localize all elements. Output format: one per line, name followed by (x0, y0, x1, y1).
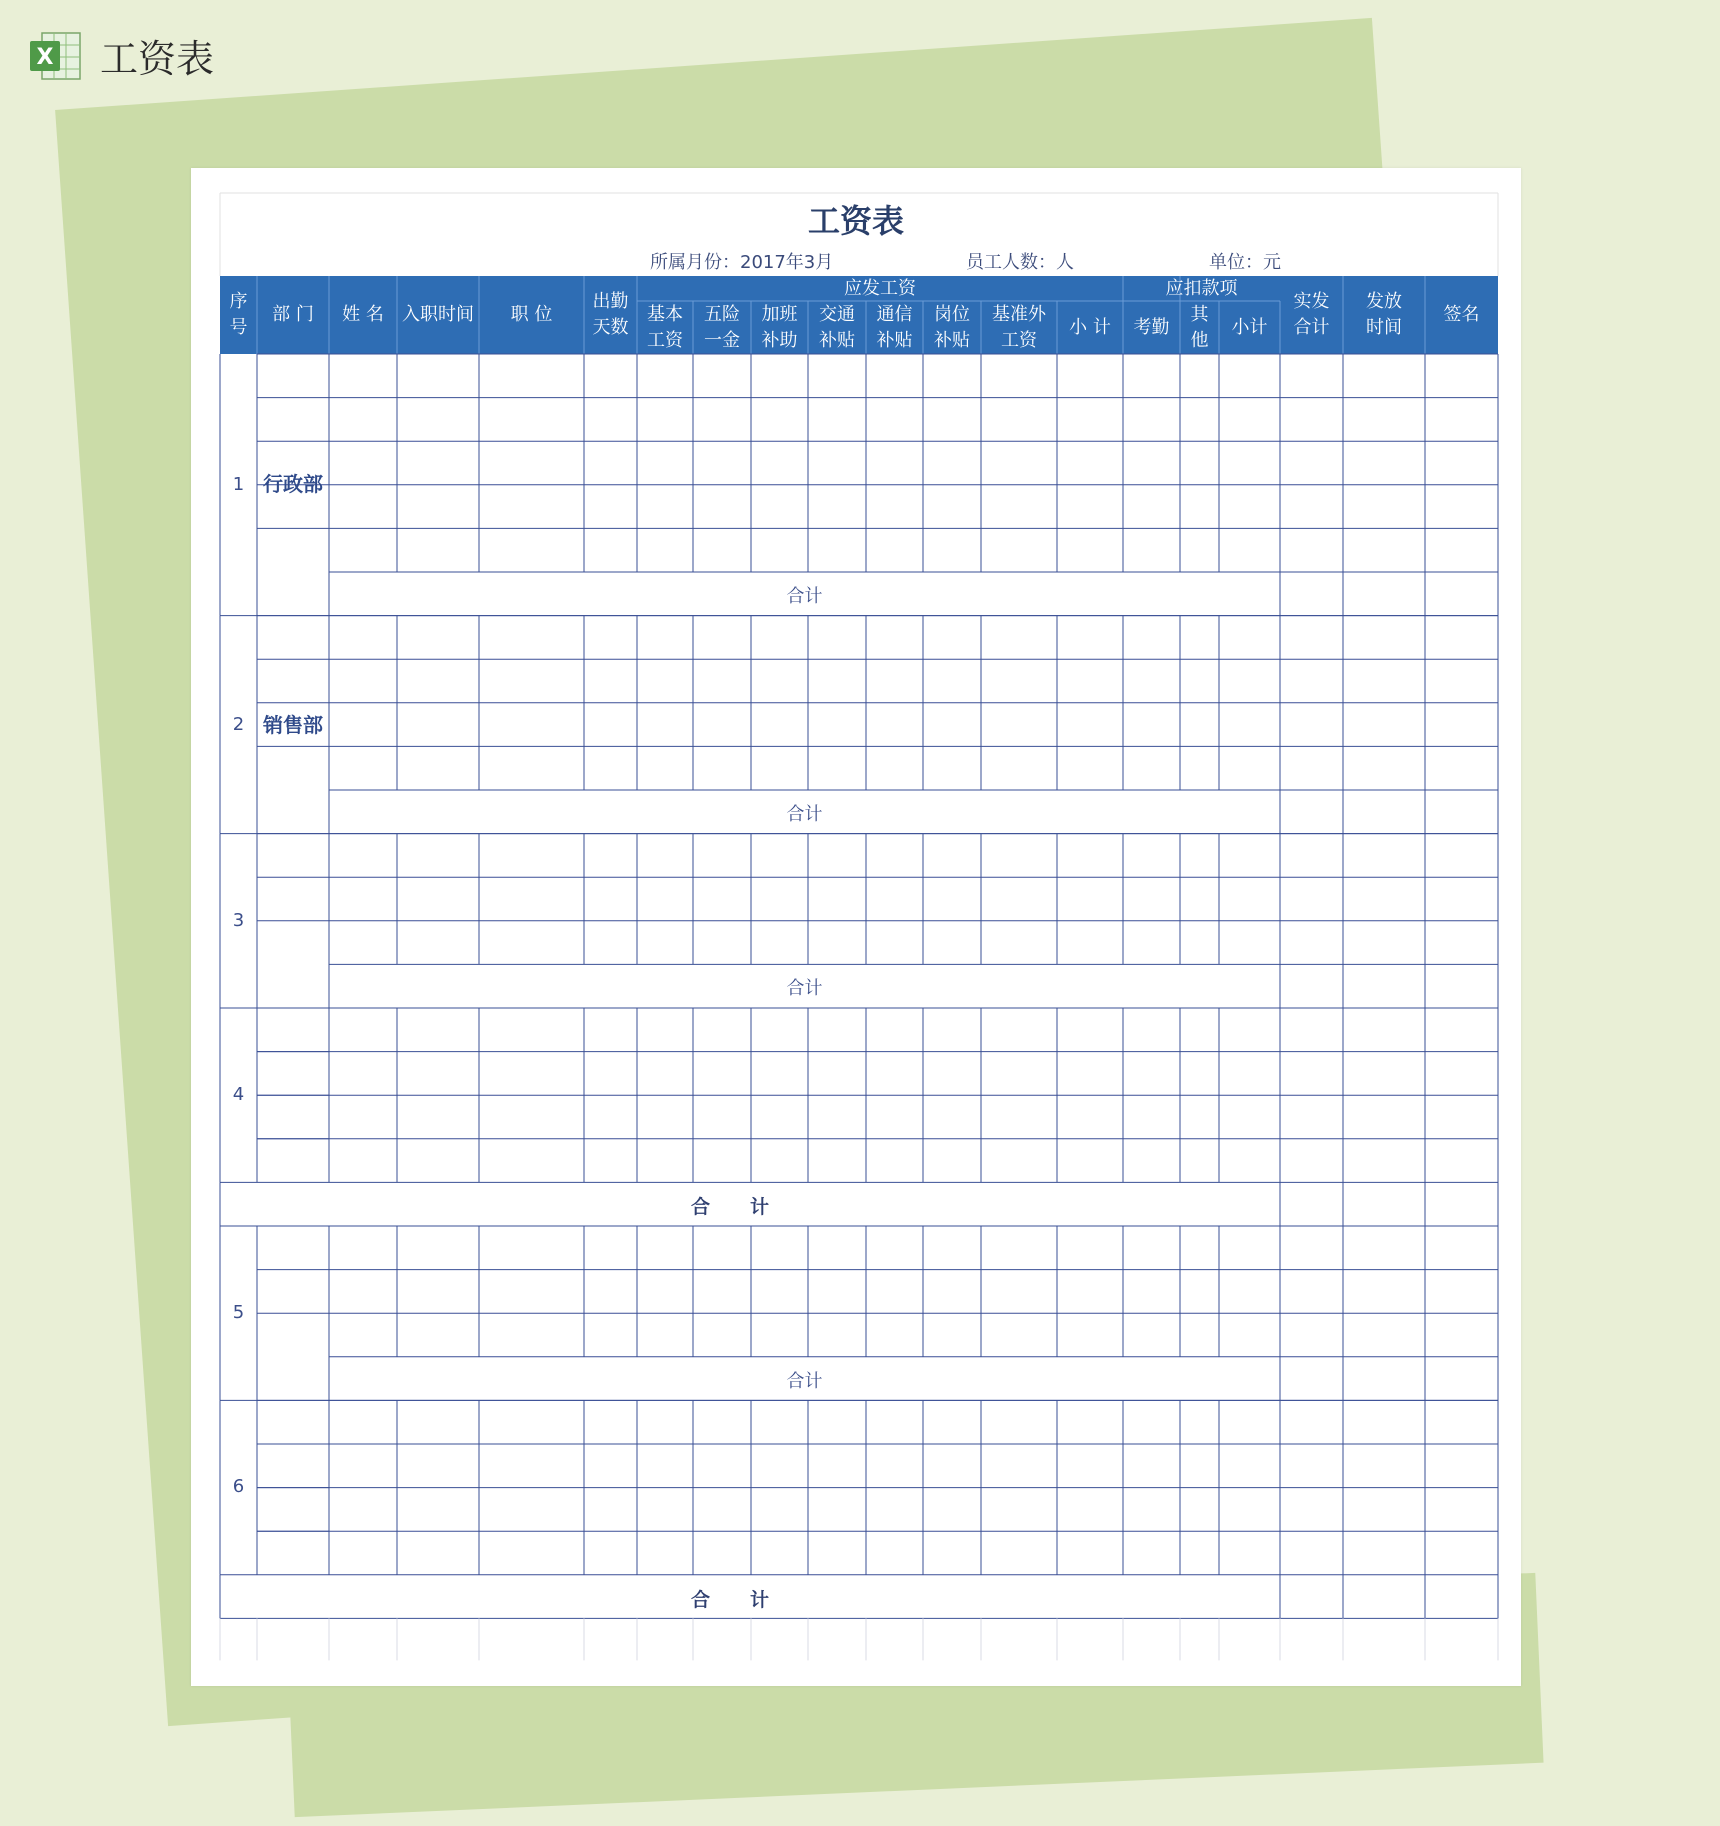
group-seq: 3 (232, 909, 245, 931)
header-insurance: 五险 一金 (704, 303, 740, 351)
group-total-label: 合计 (690, 1588, 809, 1611)
header-hire-date: 入职时间 (402, 304, 474, 325)
group-seq: 2 (232, 713, 245, 735)
header-transport: 交通 补贴 (819, 303, 855, 351)
header-overtime: 加班 补助 (761, 303, 798, 351)
group-subtotal-label: 合计 (786, 804, 823, 825)
header-sign: 签名 (1443, 304, 1480, 325)
header-attendance-deduct: 考勤 (1133, 316, 1170, 338)
department-name (257, 834, 329, 1008)
group-seq: 5 (232, 1302, 245, 1323)
document-title: 工资表 (807, 202, 904, 240)
header-base-salary: 基本 工资 (647, 303, 683, 351)
group-seq: 4 (232, 1084, 245, 1105)
header-other: 其 他 (1190, 303, 1209, 351)
app-title: 工资表 (100, 37, 215, 81)
header-net-pay: 实发 合计 (1293, 291, 1330, 338)
header-name: 姓 名 (342, 304, 384, 325)
employee-count-label: 员工人数：人 (966, 252, 1074, 273)
excel-icon (28, 29, 82, 83)
group-total-label: 合计 (690, 1196, 809, 1219)
month-label: 所属月份：2017年3月 (650, 252, 834, 273)
salary-sheet (191, 168, 1521, 1686)
header-pay-subtotal: 小 计 (1069, 316, 1111, 338)
header-deduct-subtotal: 小计 (1231, 316, 1268, 338)
group-seq: 1 (232, 474, 245, 495)
table-grid (191, 168, 1521, 1686)
department-name (257, 1226, 329, 1400)
header-post: 岗位 补贴 (934, 303, 970, 351)
unit-label: 单位：元 (1209, 252, 1281, 273)
header-pay-group: 应发工资 (844, 277, 916, 299)
group-subtotal-label: 合计 (786, 978, 823, 1000)
group-subtotal-label: 合计 (786, 586, 823, 607)
app-header (28, 28, 214, 83)
group-seq: 6 (232, 1476, 245, 1498)
header-dept: 部 门 (272, 304, 314, 325)
header-deduct-group: 应扣款项 (1165, 277, 1238, 299)
group-subtotal-label: 合计 (786, 1370, 823, 1392)
header-seq: 序 号 (229, 291, 248, 338)
header-pay-time: 发放 时间 (1366, 291, 1402, 338)
header-phone: 通信 补贴 (876, 303, 913, 351)
department-name: 行政部 (263, 472, 323, 496)
svg-text:X: X (36, 44, 54, 70)
header-extra-wage: 基准外 工资 (992, 303, 1046, 351)
department-name: 销售部 (263, 712, 323, 737)
header-position: 职 位 (510, 304, 553, 325)
header-attendance: 出勤 天数 (592, 291, 629, 338)
